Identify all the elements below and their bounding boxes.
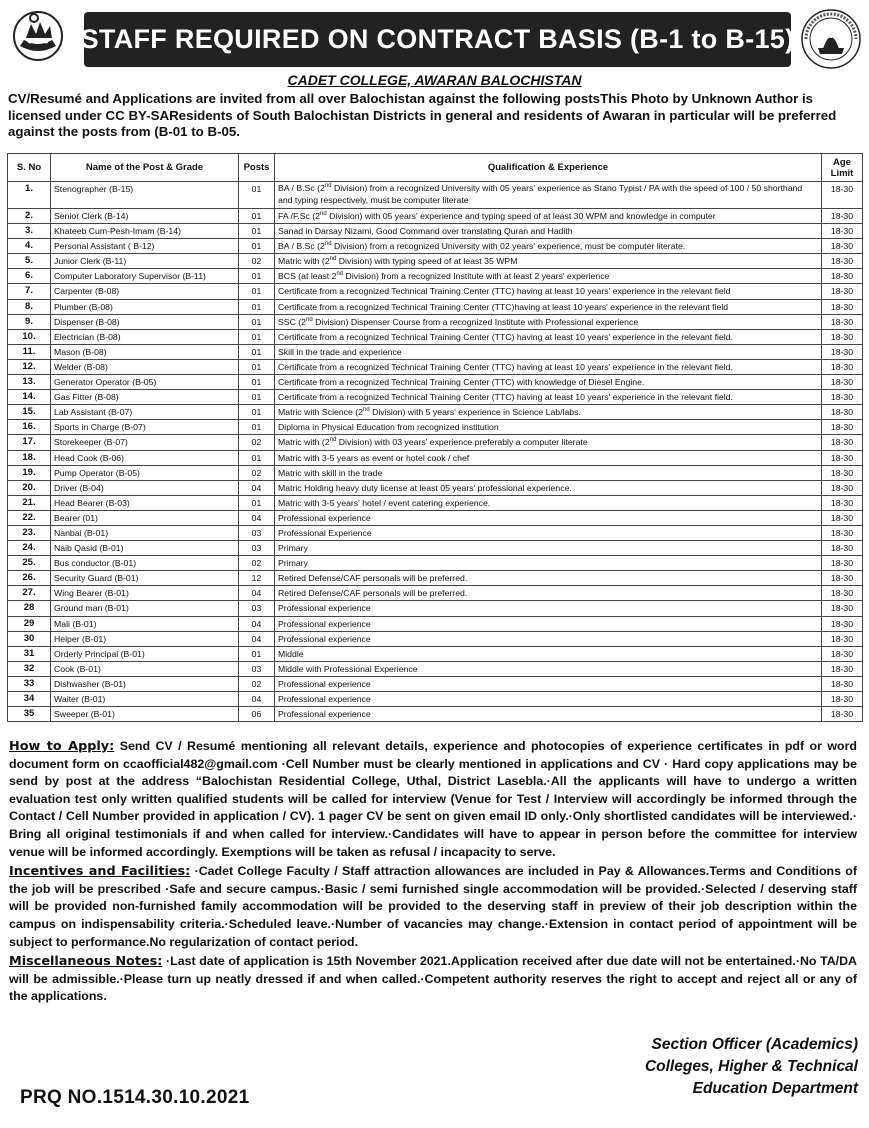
row-age: 18-30 bbox=[822, 254, 863, 269]
row-posts: 02 bbox=[239, 676, 275, 691]
table-row bbox=[8, 435, 863, 450]
row-post: Senior Clerk (B-14) bbox=[51, 209, 239, 224]
misc-heading: Miscellaneous Notes: bbox=[9, 954, 163, 970]
row-post: Dispenser (B-08) bbox=[51, 314, 239, 329]
row-qualification: Professional experience bbox=[275, 631, 822, 646]
row-posts: 01 bbox=[239, 239, 275, 254]
row-sno: 34 bbox=[8, 692, 51, 707]
row-qualification: Middle with Professional Experience bbox=[275, 661, 822, 676]
row-post: Head Bearer (B-03) bbox=[51, 495, 239, 510]
table-row bbox=[8, 359, 863, 374]
row-post: Driver (B-04) bbox=[51, 480, 239, 495]
row-age: 18-30 bbox=[822, 495, 863, 510]
table-row bbox=[8, 631, 863, 646]
row-qualification: Professional Experience bbox=[275, 525, 822, 540]
row-sno: 2. bbox=[8, 209, 51, 224]
row-sno: 21. bbox=[8, 495, 51, 510]
table-row bbox=[8, 616, 863, 631]
row-age: 18-30 bbox=[822, 556, 863, 571]
table-row bbox=[8, 692, 863, 707]
row-post: Stenographer (B-15) bbox=[51, 182, 239, 209]
row-post: Computer Laboratory Supervisor (B-11) bbox=[51, 269, 239, 284]
how-to-apply-text: Send CV / Resumé mentioning all relevant details, experience and photocopies of experience certificates in pdf or word document form on ccaofficial482@gmail.com ·Cell Number must be clearly mentioned in applications and CV · Hard copy applications may be send by post at the address “Balochistan Residential College, Uthal, District Lasebla.·All the applicants will have to undergo a written evaluation test only written qualified students will be called for interview (Venue for Test / Interview will accordingly be informed through the Contact / Cell Number provided in application / CV). 1 pager CV be sent on given email ID only.·Only shortlisted candidates will be interviewed.· Bring all original testimonials if and when called for interview.·Candidates will have to appear in person before the committee for interview venue will be informed accordingly. Exemptions will be taken as refusal / incapacity to serve. bbox=[9, 739, 857, 859]
row-sno: 1. bbox=[8, 182, 51, 209]
row-qualification: Primary bbox=[275, 541, 822, 556]
table-row bbox=[8, 284, 863, 299]
row-qualification: Certificate from a recognized Technical Training Center (TTC) having at least 10 years' experience in the relevant field. bbox=[275, 390, 822, 405]
row-posts: 01 bbox=[239, 344, 275, 359]
row-age: 18-30 bbox=[822, 329, 863, 344]
row-sno: 28 bbox=[8, 601, 51, 616]
row-sno: 14. bbox=[8, 390, 51, 405]
row-sno: 29 bbox=[8, 616, 51, 631]
table-row bbox=[8, 541, 863, 556]
row-qualification: Diploma in Physical Education from recognized institution bbox=[275, 420, 822, 435]
table-row bbox=[8, 571, 863, 586]
misc-section bbox=[9, 953, 857, 1006]
how-to-apply-section bbox=[9, 738, 857, 861]
table-row bbox=[8, 646, 863, 661]
signature-block bbox=[610, 1034, 858, 1100]
row-posts: 02 bbox=[239, 435, 275, 450]
row-post: Bearer (01) bbox=[51, 510, 239, 525]
row-age: 18-30 bbox=[822, 239, 863, 254]
terms-sections bbox=[9, 738, 857, 1008]
how-to-apply-heading: How to Apply: bbox=[9, 739, 115, 754]
row-qualification: SSC (2nd Division) Dispenser Course from a recognized Institute with Professional experience bbox=[275, 314, 822, 329]
row-sno: 20. bbox=[8, 480, 51, 495]
vacancies-table bbox=[7, 153, 863, 722]
table-row bbox=[8, 510, 863, 525]
table-row bbox=[8, 314, 863, 329]
row-age: 18-30 bbox=[822, 299, 863, 314]
row-sno: 10. bbox=[8, 329, 51, 344]
row-sno: 30 bbox=[8, 631, 51, 646]
signature-line-3: Education Department bbox=[692, 1080, 858, 1097]
row-age: 18-30 bbox=[822, 601, 863, 616]
college-seal-icon bbox=[800, 8, 862, 70]
row-sno: 9. bbox=[8, 314, 51, 329]
table-row bbox=[8, 661, 863, 676]
row-sno: 31 bbox=[8, 646, 51, 661]
row-sno: 16. bbox=[8, 420, 51, 435]
row-age: 18-30 bbox=[822, 314, 863, 329]
prq-number: PRQ NO.1514.30.10.2021 bbox=[20, 1087, 250, 1108]
table-row bbox=[8, 299, 863, 314]
row-posts: 02 bbox=[239, 465, 275, 480]
row-age: 18-30 bbox=[822, 571, 863, 586]
row-post: Helper (B-01) bbox=[51, 631, 239, 646]
banner-title: STAFF REQUIRED ON CONTRACT BASIS (B-1 to B-15) bbox=[80, 24, 795, 54]
row-age: 18-30 bbox=[822, 435, 863, 450]
row-post: Cook (B-01) bbox=[51, 661, 239, 676]
table-row bbox=[8, 390, 863, 405]
row-sno: 15. bbox=[8, 405, 51, 420]
row-age: 18-30 bbox=[822, 541, 863, 556]
row-post: Dishwasher (B-01) bbox=[51, 676, 239, 691]
row-posts: 01 bbox=[239, 646, 275, 661]
row-age: 18-30 bbox=[822, 586, 863, 601]
row-posts: 01 bbox=[239, 495, 275, 510]
row-post: Gas Fitter (B-08) bbox=[51, 390, 239, 405]
row-post: Generator Operator (B-05) bbox=[51, 375, 239, 390]
row-sno: 11. bbox=[8, 344, 51, 359]
table-row bbox=[8, 405, 863, 420]
row-sno: 26. bbox=[8, 571, 51, 586]
table-row bbox=[8, 495, 863, 510]
row-posts: 04 bbox=[239, 510, 275, 525]
row-posts: 01 bbox=[239, 405, 275, 420]
row-age: 18-30 bbox=[822, 692, 863, 707]
row-post: Electrician (B-08) bbox=[51, 329, 239, 344]
row-age: 18-30 bbox=[822, 284, 863, 299]
row-posts: 01 bbox=[239, 329, 275, 344]
row-sno: 22. bbox=[8, 510, 51, 525]
row-posts: 01 bbox=[239, 299, 275, 314]
table-row bbox=[8, 556, 863, 571]
row-sno: 5. bbox=[8, 254, 51, 269]
row-sno: 13. bbox=[8, 375, 51, 390]
header-posts: Posts bbox=[239, 154, 275, 182]
header-qualification: Qualification & Experience bbox=[275, 154, 822, 182]
table-row bbox=[8, 329, 863, 344]
row-posts: 03 bbox=[239, 525, 275, 540]
row-posts: 01 bbox=[239, 269, 275, 284]
row-post: Mali (B-01) bbox=[51, 616, 239, 631]
row-age: 18-30 bbox=[822, 616, 863, 631]
row-qualification: Matric with 3-5 years' hotel / event catering experience. bbox=[275, 495, 822, 510]
row-post: Plumber (B-08) bbox=[51, 299, 239, 314]
row-age: 18-30 bbox=[822, 661, 863, 676]
row-posts: 01 bbox=[239, 182, 275, 209]
row-posts: 04 bbox=[239, 631, 275, 646]
row-age: 18-30 bbox=[822, 525, 863, 540]
row-posts: 01 bbox=[239, 224, 275, 239]
row-sno: 18. bbox=[8, 450, 51, 465]
row-sno: 33 bbox=[8, 676, 51, 691]
row-post: Welder (B-08) bbox=[51, 359, 239, 374]
row-post: Waiter (B-01) bbox=[51, 692, 239, 707]
row-age: 18-30 bbox=[822, 344, 863, 359]
row-post: Bus conductor (B-01) bbox=[51, 556, 239, 571]
row-sno: 17. bbox=[8, 435, 51, 450]
incentives-text: ·Cadet College Faculty / Staff attraction allowances are included in Pay & Allowances.Terms and Conditions of the job will be prescribed ·Safe and secure campus.·Basic / semi furnished single accommodation will be provided.·Selected / deserving staff will be provided non-furnished family accommodation will be provided to the deserving staff in preview of their job description within the campus on indispensability criteria.·Scheduled leave.·Number of vacancies may change.·Extension in contact period of appointment will be subject to performance.No regularization of contact period. bbox=[9, 864, 857, 949]
row-post: Sports in Charge (B-07) bbox=[51, 420, 239, 435]
header-age: Age Limit bbox=[822, 154, 863, 182]
misc-text: ·Last date of application is 15th November 2021.Application received after due date will not be entertained.·No TA/DA will be admissible.·Please turn up neatly dressed if and when called.·Competent authority reserves the right to accept and reject all or any of the applications. bbox=[9, 954, 858, 1004]
row-post: Ground man (B-01) bbox=[51, 601, 239, 616]
row-sno: 25. bbox=[8, 556, 51, 571]
row-qualification: Matric with (2nd Division) with 03 years' experience preferably a computer literate bbox=[275, 435, 822, 450]
table-row bbox=[8, 224, 863, 239]
row-posts: 04 bbox=[239, 692, 275, 707]
row-qualification: Certificate from a recognized Technical Training Center (TTC) having at least 10 years' experience in the relevant field bbox=[275, 284, 822, 299]
row-posts: 06 bbox=[239, 707, 275, 722]
row-sno: 24. bbox=[8, 541, 51, 556]
row-posts: 04 bbox=[239, 586, 275, 601]
row-post: Khateeb Cum-Pesh-Imam (B-14) bbox=[51, 224, 239, 239]
row-posts: 02 bbox=[239, 556, 275, 571]
row-qualification: Professional experience bbox=[275, 707, 822, 722]
row-posts: 04 bbox=[239, 480, 275, 495]
table-row bbox=[8, 450, 863, 465]
table-row bbox=[8, 676, 863, 691]
row-posts: 01 bbox=[239, 359, 275, 374]
row-posts: 01 bbox=[239, 420, 275, 435]
row-age: 18-30 bbox=[822, 646, 863, 661]
header-post: Name of the Post & Grade bbox=[51, 154, 239, 182]
row-posts: 04 bbox=[239, 616, 275, 631]
row-post: Personal Assistant ( B-12) bbox=[51, 239, 239, 254]
row-post: Security Guard (B-01) bbox=[51, 571, 239, 586]
row-sno: 12. bbox=[8, 359, 51, 374]
row-sno: 4. bbox=[8, 239, 51, 254]
row-qualification: Certificate from a recognized Technical Training Center (TTC)having at least 10 years' experience in the relevant field bbox=[275, 299, 822, 314]
row-posts: 01 bbox=[239, 390, 275, 405]
row-age: 18-30 bbox=[822, 450, 863, 465]
title-banner bbox=[80, 12, 795, 67]
incentives-section bbox=[9, 863, 857, 951]
table-row bbox=[8, 209, 863, 224]
table-row bbox=[8, 525, 863, 540]
row-sno: 8. bbox=[8, 299, 51, 314]
row-posts: 01 bbox=[239, 375, 275, 390]
row-post: Junior Clerk (B-11) bbox=[51, 254, 239, 269]
row-qualification: Sanad in Darsay Nizami, Good Command over translating Quran and Hadith bbox=[275, 224, 822, 239]
row-qualification: Certificate from a recognized Technical Training Center (TTC) with knowledge of Diesel Engine. bbox=[275, 375, 822, 390]
row-age: 18-30 bbox=[822, 480, 863, 495]
row-age: 18-30 bbox=[822, 182, 863, 209]
row-post: Pump Operator (B-05) bbox=[51, 465, 239, 480]
row-posts: 03 bbox=[239, 601, 275, 616]
row-age: 18-30 bbox=[822, 631, 863, 646]
incentives-heading: Incentives and Facilities: bbox=[9, 864, 191, 880]
row-post: Carpenter (B-08) bbox=[51, 284, 239, 299]
row-qualification: Certificate from a recognized Technical Training Center (TTC) having at least 10 years' experience in the relevant field. bbox=[275, 359, 822, 374]
row-age: 18-30 bbox=[822, 359, 863, 374]
row-age: 18-30 bbox=[822, 405, 863, 420]
row-age: 18-30 bbox=[822, 510, 863, 525]
row-qualification: BA / B.Sc (2nd Division) from a recognized University with 02 years' experience, must be computer literate. bbox=[275, 239, 822, 254]
table-row bbox=[8, 420, 863, 435]
row-qualification: Matric with (2nd Division) with typing speed of at least 35 WPM bbox=[275, 254, 822, 269]
row-posts: 01 bbox=[239, 209, 275, 224]
row-post: Orderly Principal (B-01) bbox=[51, 646, 239, 661]
row-post: Storekeeper (B-07) bbox=[51, 435, 239, 450]
row-qualification: Professional experience bbox=[275, 692, 822, 707]
row-post: Nanbai (B-01) bbox=[51, 525, 239, 540]
row-posts: 01 bbox=[239, 284, 275, 299]
row-post: Head Cook (B-06) bbox=[51, 450, 239, 465]
row-age: 18-30 bbox=[822, 209, 863, 224]
row-qualification: Middle bbox=[275, 646, 822, 661]
row-post: Lab Assistant (B-07) bbox=[51, 405, 239, 420]
row-qualification: BA / B.Sc (2nd Division) from a recognized University with 05 years' experience as Stano Typist / PA with the speed of 100 / 50 shorthand and typing respectively, must be computer literate bbox=[275, 182, 822, 209]
row-age: 18-30 bbox=[822, 224, 863, 239]
row-qualification: Certificate from a recognized Technical Training Center (TTC) having at least 10 years' experience in the relevant field. bbox=[275, 329, 822, 344]
row-posts: 12 bbox=[239, 571, 275, 586]
row-qualification: Matric Holding heavy duty license at least 05 years' professional experience. bbox=[275, 480, 822, 495]
table-row bbox=[8, 465, 863, 480]
row-qualification: Professional experience bbox=[275, 510, 822, 525]
row-sno: 35 bbox=[8, 707, 51, 722]
college-name: CADET COLLEGE, AWARAN BALOCHISTAN bbox=[287, 72, 582, 88]
row-qualification: Skill in the trade and experience bbox=[275, 344, 822, 359]
row-qualification: FA /F.Sc (2nd Division) with 05 years' experience and typing speed of at least 30 WPM and knowledge in computer bbox=[275, 209, 822, 224]
row-age: 18-30 bbox=[822, 375, 863, 390]
row-qualification: Matric with 3-5 years as event or hotel cook / chef bbox=[275, 450, 822, 465]
row-sno: 19. bbox=[8, 465, 51, 480]
signature-line-2: Colleges, Higher & Technical bbox=[644, 1058, 858, 1075]
row-sno: 23. bbox=[8, 525, 51, 540]
row-age: 18-30 bbox=[822, 390, 863, 405]
row-posts: 03 bbox=[239, 541, 275, 556]
header-sno: S. No bbox=[8, 154, 51, 182]
row-posts: 01 bbox=[239, 314, 275, 329]
table-row bbox=[8, 239, 863, 254]
table-row bbox=[8, 601, 863, 616]
row-post: Sweeper (B-01) bbox=[51, 707, 239, 722]
table-row bbox=[8, 344, 863, 359]
row-qualification: Retired Defense/CAF personals will be preferred. bbox=[275, 571, 822, 586]
table-header-row bbox=[8, 154, 863, 182]
row-age: 18-30 bbox=[822, 465, 863, 480]
table-row bbox=[8, 254, 863, 269]
row-qualification: Primary bbox=[275, 556, 822, 571]
row-qualification: Professional experience bbox=[275, 616, 822, 631]
row-posts: 03 bbox=[239, 661, 275, 676]
table-row bbox=[8, 182, 863, 209]
row-qualification: Matric with Science (2nd Division) with 5 years' experience in Science Lab/labs. bbox=[275, 405, 822, 420]
row-sno: 3. bbox=[8, 224, 51, 239]
row-age: 18-30 bbox=[822, 707, 863, 722]
row-qualification: Professional experience bbox=[275, 601, 822, 616]
row-age: 18-30 bbox=[822, 676, 863, 691]
table-body bbox=[8, 182, 863, 722]
row-qualification: Retired Defense/CAF personals will be preferred. bbox=[275, 586, 822, 601]
row-age: 18-30 bbox=[822, 420, 863, 435]
row-post: Mason (B-08) bbox=[51, 344, 239, 359]
row-posts: 01 bbox=[239, 450, 275, 465]
government-emblem-icon bbox=[12, 10, 64, 62]
row-age: 18-30 bbox=[822, 269, 863, 284]
row-qualification: Matric with skill in the trade bbox=[275, 465, 822, 480]
row-sno: 6. bbox=[8, 269, 51, 284]
table-row bbox=[8, 480, 863, 495]
row-sno: 7. bbox=[8, 284, 51, 299]
row-post: Wing Bearer (B-01) bbox=[51, 586, 239, 601]
row-sno: 27. bbox=[8, 586, 51, 601]
table-row bbox=[8, 707, 863, 722]
row-post: Naib Qasid (B-01) bbox=[51, 541, 239, 556]
row-qualification: Professional experience bbox=[275, 676, 822, 691]
table-row bbox=[8, 269, 863, 284]
row-sno: 32 bbox=[8, 661, 51, 676]
table-row bbox=[8, 375, 863, 390]
intro-paragraph: CV/Resumé and Applications are invited from all over Balochistan against the following postsThis Photo by Unknown Author is licensed under CC BY-SAResidents of South Balochistan Districts in general and residents of Awaran in particular will be preferred against the posts from (B-01 to B-05. bbox=[8, 91, 837, 139]
signature-line-1: Section Officer (Academics) bbox=[651, 1036, 858, 1053]
row-qualification: BCS (at least 2nd Division) from a recognized Institute with at least 2 years' experience bbox=[275, 269, 822, 284]
row-posts: 02 bbox=[239, 254, 275, 269]
table-row bbox=[8, 586, 863, 601]
